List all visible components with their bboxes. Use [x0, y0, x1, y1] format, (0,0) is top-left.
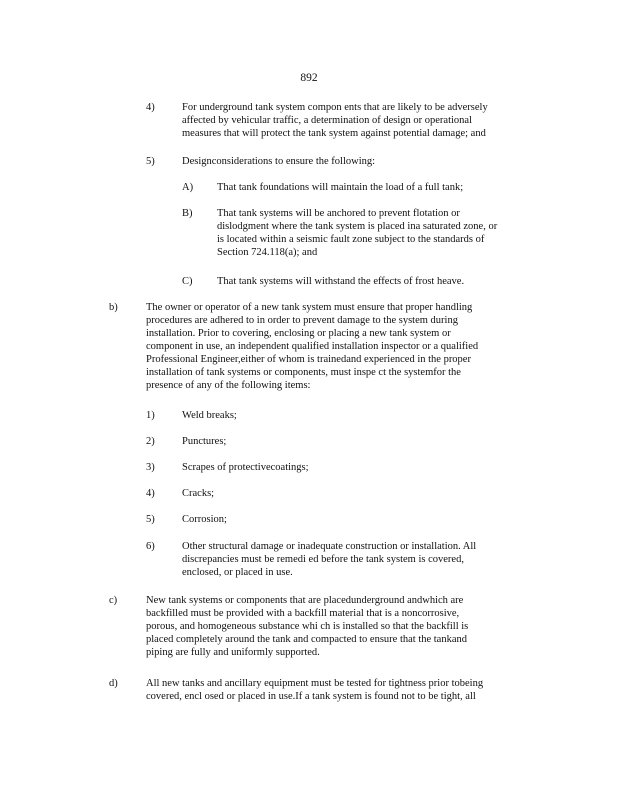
list-item-label: 3) — [146, 462, 155, 473]
item-b-line: installation. Prior to covering, enclosing or placing a new tank system or — [146, 328, 451, 339]
page-number: 892 — [300, 72, 318, 84]
item-c-line: placed completely around the tank and compacted to ensure that the tankand — [146, 634, 468, 645]
item-c-paragraph — [146, 594, 468, 659]
list-item-text: Corrosion; — [182, 514, 227, 525]
item-4-label: 4) — [146, 102, 155, 113]
item-5a-label: A) — [182, 182, 194, 193]
item-c-line: New tank systems or components that are placedunderground andwhich are — [146, 595, 464, 606]
item-b-label: b) — [109, 302, 118, 313]
item-5c-label: C) — [182, 276, 193, 287]
item-b6-paragraph — [182, 540, 476, 579]
list-item-text: Scrapes of protectivecoatings; — [182, 462, 309, 473]
item-b-line: installation of tank systems or components, must inspe ct the systemfor the — [146, 367, 461, 378]
item-5b-line: That tank systems will be anchored to prevent flotation or — [217, 208, 460, 219]
item-d-line: All new tanks and ancillary equipment must be tested for tightness prior tobeing — [146, 678, 484, 689]
item-4-line: affected by vehicular traffic, a determination of design or operational — [182, 115, 472, 126]
item-5a-text: That tank foundations will maintain the load of a full tank; — [217, 182, 464, 193]
item-b-line: presence of any of the following items: — [146, 380, 311, 391]
item-5b-line: Section 724.118(a); and — [217, 247, 318, 258]
item-b-line: component in use, an independent qualified installation inspector or a qualified — [146, 341, 479, 352]
item-5b-label: B) — [182, 208, 193, 219]
item-d-line: covered, encl osed or placed in use.If a tank system is found not to be tight, all — [146, 691, 476, 702]
item-c-line: piping are fully and uniformly supported. — [146, 647, 320, 658]
list-item-label: 2) — [146, 436, 155, 447]
item-b-line: The owner or operator of a new tank system must ensure that proper handling — [146, 302, 473, 313]
item-b-paragraph — [146, 301, 478, 392]
item-b6-line: Other structural damage or inadequate construction or installation. All — [182, 541, 477, 552]
list-item-label: 1) — [146, 410, 155, 421]
item-b6-label: 6) — [146, 541, 155, 552]
item-c-line: porous, and homogeneous substance whi ch is installed so that the backfill is — [146, 621, 469, 632]
item-5c-text: That tank systems will withstand the effects of frost heave. — [217, 276, 465, 287]
list-item-text: Weld breaks; — [182, 410, 237, 421]
item-b6-line: discrepancies must be remedi ed before the tank system is covered, — [182, 554, 464, 565]
list-item-label: 4) — [146, 488, 155, 499]
item-5b-paragraph — [217, 207, 497, 259]
item-4-line: measures that will protect the tank system against potential damage; and — [182, 128, 486, 139]
item-5b-line: dislodgment where the tank system is placed ina saturated zone, or — [217, 221, 498, 232]
item-b6-line: enclosed, or placed in use. — [182, 567, 293, 578]
item-c-label: c) — [109, 595, 118, 606]
list-item-text: Cracks; — [182, 488, 215, 499]
item-5-text: Designconsiderations to ensure the following: — [182, 156, 376, 167]
item-5b-line: is located within a seismic fault zone subject to the standards of — [217, 234, 485, 245]
item-5-label: 5) — [146, 156, 155, 167]
item-4-line: For underground tank system compon ents that are likely to be adversely — [182, 102, 488, 113]
item-d-label: d) — [109, 678, 118, 689]
item-b-line: procedures are adhered to in order to prevent damage to the system during — [146, 315, 458, 326]
list-item-text: Punctures; — [182, 436, 227, 447]
item-4-paragraph — [182, 101, 488, 140]
list-item-label: 5) — [146, 514, 155, 525]
item-d-paragraph — [146, 677, 483, 703]
item-c-line: backfilled must be provided with a backfill material that is a noncorrosive, — [146, 608, 460, 619]
item-b-line: Professional Engineer,either of whom is trainedand experienced in the proper — [146, 354, 471, 365]
